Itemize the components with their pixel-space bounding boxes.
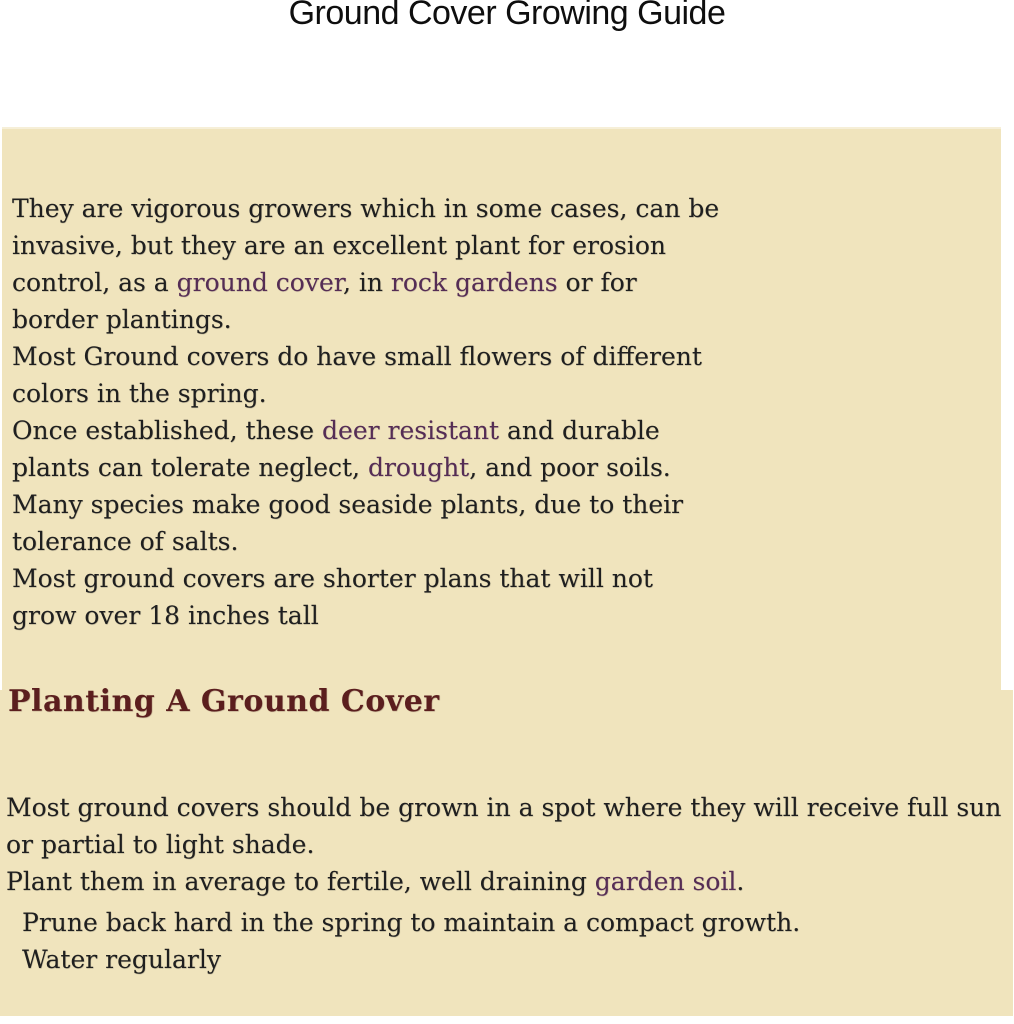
text-run: tolerance of salts.	[12, 527, 239, 556]
text-line	[12, 190, 719, 227]
text-run: colors in the spring.	[12, 379, 267, 408]
text-run: control, as a	[12, 268, 177, 297]
text-line	[12, 264, 719, 301]
text-line	[12, 449, 719, 486]
text-run: Plant them in average to fertile, well draining	[6, 867, 595, 896]
text-run: and durable	[499, 416, 660, 445]
text-run: plants can tolerate neglect,	[12, 453, 368, 482]
section-heading-planting: Planting A Ground Cover	[8, 684, 440, 719]
link-rock-gardens[interactable]: rock gardens	[390, 268, 558, 297]
text-run: Prune back hard in the spring to maintain a compact growth.	[22, 908, 801, 937]
text-line	[12, 338, 719, 375]
text-line	[6, 863, 1001, 900]
page-title: Ground Cover Growing Guide	[288, 0, 726, 32]
text-run: Most ground covers are shorter plans that will not	[12, 564, 653, 593]
text-run: or for	[557, 268, 637, 297]
text-run: .	[736, 867, 745, 896]
text-line	[12, 412, 719, 449]
text-run: Once established, these	[12, 416, 323, 445]
text-line	[12, 523, 719, 560]
text-run: Most Ground covers do have small flowers of different	[12, 342, 702, 371]
text-line	[12, 375, 719, 412]
text-line	[6, 826, 1001, 863]
text-line	[22, 904, 1001, 941]
link-garden-soil[interactable]: garden soil	[594, 867, 737, 896]
text-line	[6, 789, 1001, 826]
planting-paragraph	[6, 789, 1001, 978]
text-run: Most ground covers should be grown in a spot where they will receive full sun	[6, 793, 1002, 822]
text-run: They are vigorous growers which in some cases, can be	[12, 194, 720, 223]
text-run: border plantings.	[12, 305, 232, 334]
text-run: , in	[342, 268, 391, 297]
text-run: grow over 18 inches tall	[12, 601, 319, 630]
text-line	[22, 941, 1001, 978]
text-line	[12, 560, 719, 597]
text-run: or partial to light shade.	[6, 830, 315, 859]
text-run: Water regularly	[22, 945, 221, 974]
text-line	[12, 227, 719, 264]
text-run: , and poor soils.	[469, 453, 671, 482]
text-run: Many species make good seaside plants, due to their	[12, 490, 684, 519]
link-ground-cover[interactable]: ground cover	[176, 268, 343, 297]
intro-paragraph	[12, 190, 719, 634]
text-line	[12, 301, 719, 338]
link-drought[interactable]: drought	[367, 453, 470, 482]
text-line	[12, 597, 719, 634]
text-line	[12, 486, 719, 523]
link-deer-resistant[interactable]: deer resistant	[322, 416, 500, 445]
text-run: invasive, but they are an excellent plant for erosion	[12, 231, 666, 260]
